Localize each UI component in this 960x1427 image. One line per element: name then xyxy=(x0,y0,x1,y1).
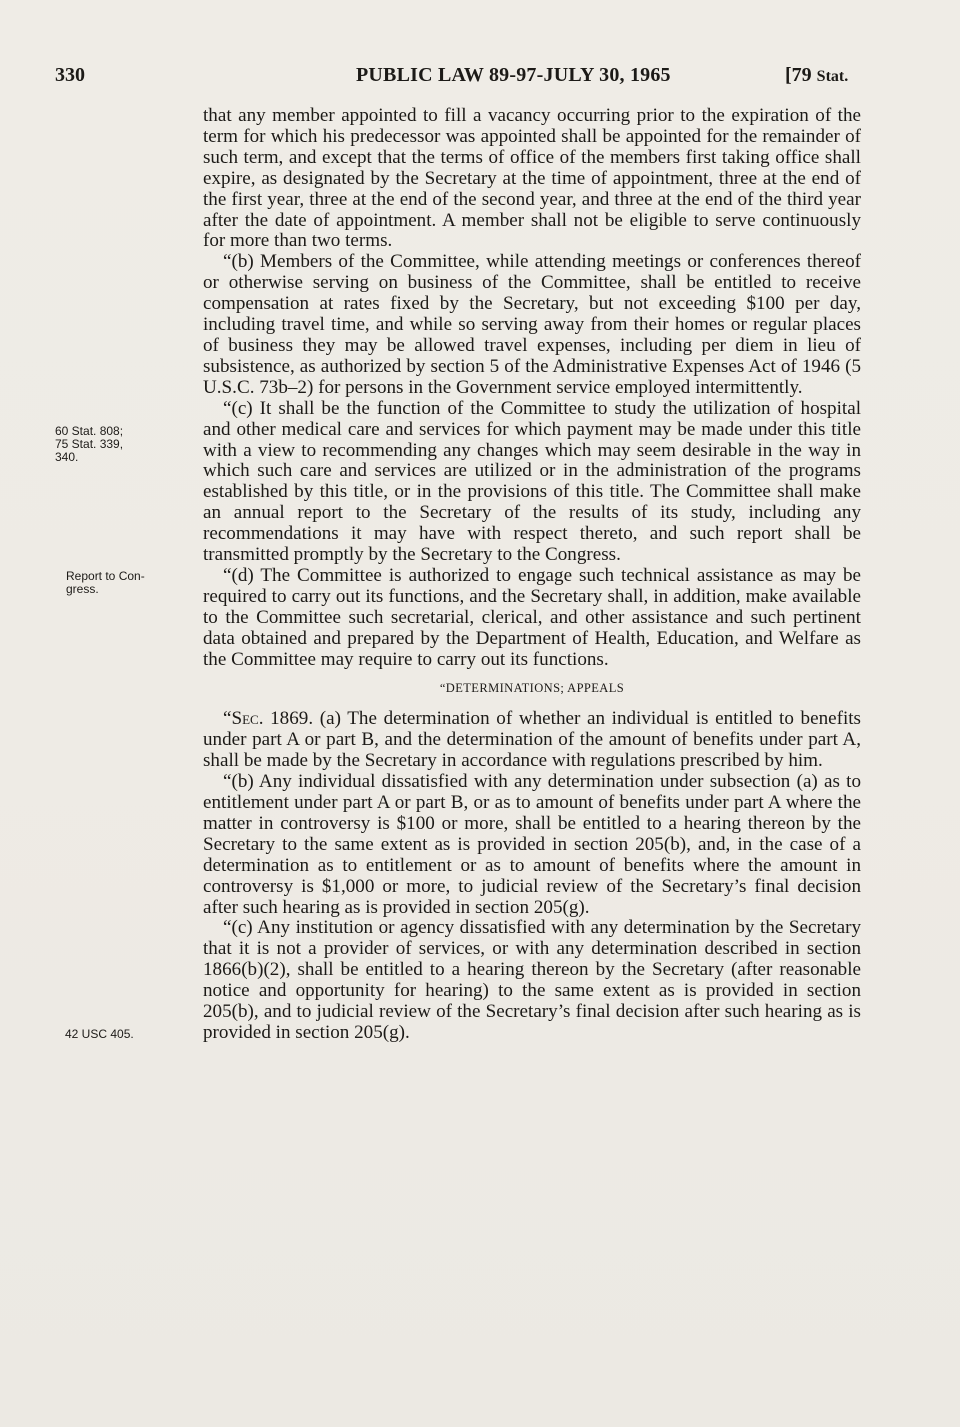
page-number: 330 xyxy=(55,64,85,86)
section-1869-b: “(b) Any individual dissatisfied with any determination under subsection (a) as to entitlement under part A or part B, or as to amount of benefits under part A where the matter in controversy is $100 or more, shall be entitled to a hearing thereon by the Secretary to the same extent as is provided in section 205(b), and, in the case of a determination as to entitlement or as to amount of benefits where the amount in controversy is $1,000 or more, to judicial review of the Secretary’s final decision after such hearing as is provided in section 205(g). xyxy=(203,771,861,918)
section-1869-a-text: 1869. (a) The determination of whether an individual is entitled to benefits under part A or part B, and the determination of the amount of benefits under part A, shall be made by the Secretary in accordance with regulations prescribed by him. xyxy=(203,708,861,772)
page-header xyxy=(0,64,960,92)
paragraph-d: “(d) The Committee is authorized to engage such technical assistance as may be required to carry out its functions, and the Secretary shall, in addition, make available to the Committee such secretarial, clerical, and other assistance and such pertinent data obtained and prepared by the Department of Health, Education, and Welfare as the Committee may require to carry out its functions. xyxy=(203,564,861,670)
volume-suffix: Stat. xyxy=(816,68,849,85)
margin-note-line: Report to Con- xyxy=(66,569,145,583)
margin-note-line: 340. xyxy=(55,450,79,464)
section-1869-c: “(c) Any institution or agency dissatisfied with any determination by the Secretary that it is not a provider of services, or with any determination described in section 1866(b)(2), shall be entitled to a hearing thereon by the Secretary (after reasonable notice and opportunity for hearing) to the same extent as is provided in section 205(b), and to judicial review of the Secretary’s final decision after such hearing as is provided in section 205(g). xyxy=(203,917,861,1043)
section-heading: “DETERMINATIONS; APPEALS xyxy=(439,681,625,696)
paragraph-b: “(b) Members of the Committee, while attending meetings or conferences thereof or otherwise serving on business of the Committee, shall be entitled to receive compensation at rates fixed by the Secretary, but not exceeding $100 per day, including travel time, and while so serving away from their homes or regular places of business they may be allowed travel expenses, including per diem in lieu of subsistence, as authorized by section 5 of the Administrative Expenses Act of 1946 (5 U.S.C. 73b–2) for persons in the Government service employed intermittently. xyxy=(203,251,861,398)
margin-note-line: gress. xyxy=(66,582,99,596)
margin-note-line: 75 Stat. 339, xyxy=(55,437,124,451)
body-text xyxy=(203,106,861,1044)
margin-note-statute-citation xyxy=(55,425,175,464)
margin-note-usc-citation xyxy=(65,1028,185,1041)
section-lead: “Sec. xyxy=(223,708,264,730)
section-1869-a xyxy=(203,709,861,772)
margin-note-report-to-congress xyxy=(66,570,186,596)
margin-note-line: 60 Stat. 808; xyxy=(55,424,124,438)
margin-note-line: 42 USC 405. xyxy=(65,1027,134,1041)
volume-prefix: [79 xyxy=(785,64,817,86)
volume-reference xyxy=(785,64,848,87)
running-title: PUBLIC LAW 89-97-JULY 30, 1965 xyxy=(356,64,671,86)
paragraph-c: “(c) It shall be the function of the Committee to study the utilization of hospital and other medical care and services for which payment may be made under this title with a view to recommending any changes which may seem desirable in the way in which such care and services are utilized or in the administration of the programs established by this title, or in the provisions of this title. The Committee shall make an annual report to the Secretary of the results of its study, including any recommendations it may have with respect thereto, and such report shall be transmitted promptly by the Secretary to the Congress. xyxy=(203,397,861,566)
paragraph-continued: that any member appointed to fill a vacancy occurring prior to the expiration of the term for which his predecessor was appointed shall be appointed for the remainder of such term, and except that the terms of office of the members first taking office shall expire, as designated by the Secretary at the time of appointment, three at the end of the first year, three at the end of the second year, and three at the end of the third year after the date of appointment. A member shall not be eligible to serve continuously for more than two terms. xyxy=(203,105,861,252)
